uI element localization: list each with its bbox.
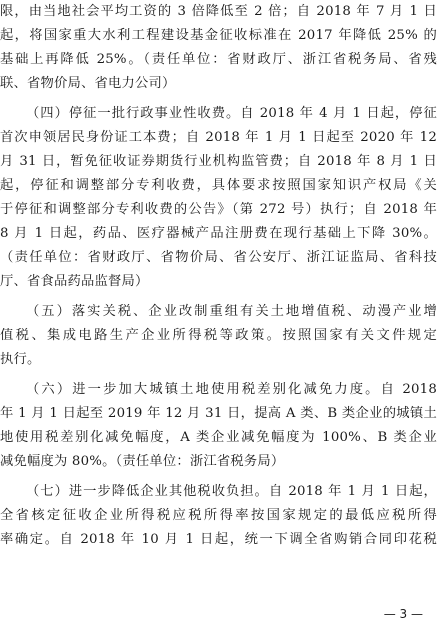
text-line: 值税、集成电路生产企业所得税等政策。按照国家有关文件规定 bbox=[0, 328, 437, 343]
text-line: 基础上再降低 25%。（责任单位：省财政厅、浙江省税务局、省残 bbox=[0, 52, 437, 67]
text-line: 减免幅度为 80%。（责任单位：浙江省税务局） bbox=[0, 454, 285, 469]
text-line: 全省核定征收企业所得税应税所得率按国家规定的最低应税所得 bbox=[0, 508, 437, 523]
text-line: 起，将国家重大水利工程建设基金征收标准在 2017 年降低 25% 的 bbox=[0, 28, 437, 43]
text-line: （七）进一步降低企业其他税收负担。自 2018 年 1 月 1 日起， bbox=[26, 484, 437, 499]
text-line: 月 31 日，暂免征收证券期货行业机构监管费；自 2018 年 8 月 1 日 bbox=[0, 154, 437, 169]
text-line: 执行。 bbox=[0, 352, 41, 367]
text-line: 年 1 月 1 日起至 2019 年 12 月 31 日，提高 A 类、B 类企业的城镇土 bbox=[0, 406, 437, 421]
text-line: 联、省物价局、省电力公司） bbox=[0, 76, 176, 91]
text-line: 地使用税差别化减免幅度，A 类企业减免幅度为 100%、B 类企业 bbox=[0, 430, 437, 445]
text-line: （五）落实关税、企业改制重组有关土地增值税、动漫产业增 bbox=[26, 304, 437, 319]
text-line: 8 月 1 日起，药品、医疗器械产品注册费在现行基础上下降 30%。 bbox=[0, 226, 437, 241]
page-number: — 3 — bbox=[383, 607, 423, 621]
text-line: （六）进一步加大城镇土地使用税差别化减免力度。自 2018 bbox=[26, 382, 437, 397]
text-line: 限，由当地社会平均工资的 3 倍降低至 2 倍；自 2018 年 7 月 1 日 bbox=[0, 4, 437, 19]
text-line: （责任单位：省财政厅、省物价局、省公安厅、浙江证监局、省科技 bbox=[0, 250, 437, 265]
text-line: 于停征和调整部分专利收费的公告》（第 272 号）执行；自 2018 年 bbox=[0, 202, 437, 217]
text-line: 率确定。自 2018 年 10 月 1 日起，统一下调全省购销合同印花税 bbox=[0, 532, 437, 547]
text-line: 起，停征和调整部分专利收费，具体要求按照国家知识产权局《关 bbox=[0, 178, 437, 193]
text-line: （四）停征一批行政事业性收费。自 2018 年 4 月 1 日起，停征 bbox=[26, 106, 437, 121]
text-line: 首次申领居民身份证工本费；自 2018 年 1 月 1 日起至 2020 年 12 bbox=[0, 130, 437, 145]
text-line: 厅、省食品药品监督局） bbox=[0, 274, 149, 289]
